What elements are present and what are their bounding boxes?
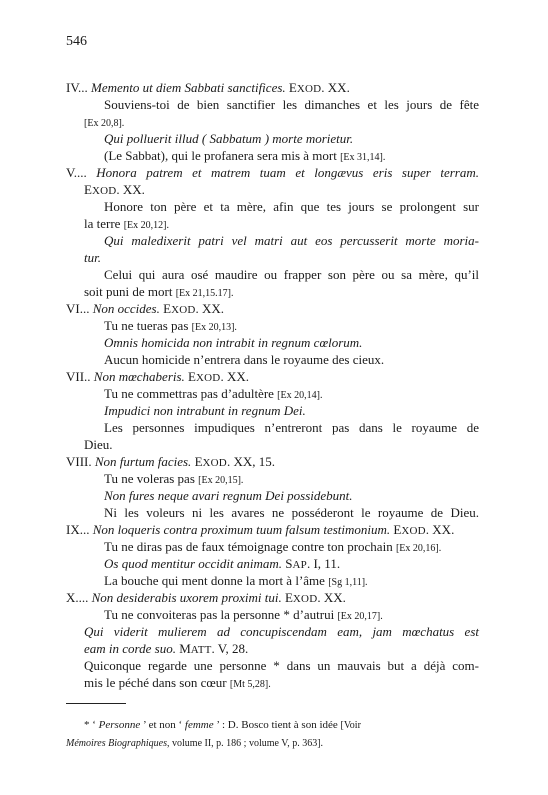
text-segment: mis le péché dans son cœur: [84, 675, 230, 690]
text-segment: eam in corde suo.: [84, 641, 176, 656]
text-line: [104, 488, 353, 504]
text-segment: Honora patrem et matrem tuam et longævus eris super terram.: [96, 165, 479, 180]
footnote-rule: [66, 703, 126, 704]
text-segment: femme: [184, 719, 214, 731]
footnote-line: [66, 735, 323, 752]
text-segment: E: [191, 454, 203, 469]
text-segment: [Voir: [340, 720, 361, 731]
text-segment: IX...: [66, 522, 93, 537]
text-line: [66, 301, 224, 318]
text-line: [66, 165, 479, 181]
text-segment: Tu ne tueras pas: [104, 318, 192, 333]
text-segment: Tu ne voleras pas: [104, 471, 199, 486]
text-segment: Qui viderit mulierem ad concupiscendam eam, jam mœchatus est: [84, 624, 479, 639]
text-segment: Qui polluerit illud ( Sabbatum ) morte morietur.: [104, 131, 354, 146]
footnote-line: [84, 717, 361, 734]
text-segment: [Ex 20,16].: [395, 543, 442, 554]
text-segment: VII..: [66, 369, 94, 384]
text-line: [104, 352, 384, 368]
text-segment: ’ : D. Bosco tient à son idée: [213, 719, 341, 731]
text-line: [104, 471, 243, 489]
text-line: [66, 590, 346, 607]
text-segment: [Sg 1,11].: [328, 577, 368, 588]
text-segment: Dieu.: [84, 437, 113, 452]
text-segment: S: [282, 556, 293, 571]
text-segment: . XX.: [425, 522, 455, 537]
text-segment: Omnis homicida non intrabit in regnum cœlorum.: [104, 335, 363, 350]
text-segment: XOD: [202, 457, 227, 469]
text-segment: XOD: [171, 304, 196, 316]
text-segment: tur.: [84, 250, 101, 265]
text-segment: Celui qui aura osé maudire ou frapper son père ou sa mère, qu’il: [104, 267, 479, 282]
text-segment: [Mt 5,28].: [229, 679, 271, 690]
text-segment: E: [288, 80, 297, 95]
text-segment: . V, 28.: [211, 641, 249, 656]
text-segment: Non fures neque avari regnum Dei possidebunt.: [104, 488, 353, 503]
text-segment: ’ et non ‘: [140, 719, 185, 731]
text-line: [104, 505, 479, 521]
text-segment: Honore ton père et ta mère, afin que tes jours se prolongent sur: [104, 199, 479, 214]
text-segment: Les personnes impudiques n’entreront pas dans le royaume de: [104, 420, 479, 435]
text-segment: [Ex 31,14].: [340, 152, 386, 163]
text-segment: [Ex 20,14].: [277, 390, 323, 401]
text-segment: Quiconque regarde une personne * dans un mauvais but a déjà com-: [84, 658, 479, 673]
text-segment: soit puni de mort: [84, 284, 176, 299]
text-line: [104, 233, 479, 249]
text-segment: . XX.: [116, 182, 145, 197]
text-segment: [Ex 20,13].: [191, 322, 237, 333]
text-segment: E: [184, 369, 196, 384]
text-segment: Non desiderabis uxorem proximi tui.: [91, 590, 282, 605]
text-segment: XOD: [292, 593, 318, 605]
text-line: [104, 335, 362, 351]
text-segment: Aucun homicide n’entrera dans le royaume des cieux.: [104, 352, 385, 367]
text-segment: ATT: [190, 644, 212, 656]
text-segment: [Ex 21,15.17].: [175, 288, 234, 299]
text-line: [84, 658, 479, 674]
text-line: [84, 182, 145, 199]
text-segment: [Ex 20,15].: [198, 475, 244, 486]
text-segment: XOD: [91, 185, 117, 197]
text-segment: E: [281, 590, 293, 605]
text-segment: V....: [66, 165, 97, 180]
text-line: [104, 97, 479, 113]
text-segment: Qui maledixerit patri vel matri aut eos percusserit morte moria-: [104, 233, 479, 248]
text-segment: [Ex 20,17].: [337, 611, 383, 622]
text-line: [104, 386, 322, 404]
text-segment: . I, 11.: [306, 556, 341, 571]
text-line: [104, 131, 353, 147]
text-line: [66, 369, 249, 386]
text-segment: . XX.: [220, 369, 249, 384]
text-segment: Non loqueris contra proximum tuum falsum testimonium.: [92, 522, 391, 537]
text-segment: Ni les voleurs ni les avares ne posséderont le royaume de Dieu.: [104, 505, 479, 520]
text-line: [104, 556, 340, 573]
text-segment: Mémoires Biographiques: [66, 738, 168, 749]
text-segment: Personne: [98, 719, 141, 731]
text-segment: la terre: [84, 216, 124, 231]
text-segment: XOD: [196, 372, 221, 384]
text-line: [104, 573, 368, 591]
text-segment: Tu ne diras pas de faux témoignage contre ton prochain: [104, 539, 396, 554]
text-segment: XOD: [401, 525, 426, 537]
text-segment: AP: [292, 559, 307, 571]
text-line: [84, 216, 169, 234]
text-line: [84, 114, 124, 132]
text-line: [104, 539, 441, 557]
text-segment: Tu ne convoiteras pas la personne * d’autrui: [104, 607, 338, 622]
text-segment: M: [175, 641, 191, 656]
text-line: [104, 607, 383, 625]
text-segment: La bouche qui ment donne la mort à l’âme: [104, 573, 329, 588]
text-segment: , volume II, p. 186 ; volume V, p. 363].: [167, 738, 324, 749]
text-line: [104, 199, 479, 215]
page-number: 546: [66, 34, 87, 49]
text-line: [84, 250, 101, 266]
text-line: [104, 148, 385, 166]
text-line: [84, 437, 113, 453]
text-segment: Souviens-toi de bien sanctifier les dimanches et les jours de fête: [104, 97, 479, 112]
text-segment: Non furtum facies.: [94, 454, 192, 469]
text-segment: VIII.: [66, 454, 95, 469]
text-segment: . XX.: [321, 80, 350, 95]
text-segment: E: [159, 301, 172, 316]
text-segment: . XX.: [195, 301, 225, 316]
text-segment: XOD: [296, 83, 322, 95]
text-line: [104, 267, 479, 283]
text-line: [84, 641, 248, 658]
text-segment: IV...: [66, 80, 92, 95]
text-segment: (Le Sabbat), qui le profanera sera mis à mort: [104, 148, 341, 163]
text-segment: X....: [66, 590, 92, 605]
text-line: [66, 522, 454, 539]
text-segment: E: [390, 522, 402, 537]
text-line: [84, 284, 234, 302]
text-segment: Tu ne commettras pas d’adultère: [104, 386, 278, 401]
text-line: [66, 80, 350, 97]
text-segment: Non mœchaberis.: [93, 369, 185, 384]
text-line: [104, 403, 306, 419]
text-line: [104, 318, 237, 336]
text-segment: VI...: [66, 301, 93, 316]
text-segment: E: [84, 182, 92, 197]
text-line: [104, 420, 479, 436]
text-line: [66, 454, 275, 471]
text-segment: . XX.: [317, 590, 346, 605]
text-segment: Memento ut diem Sabbati sanctifices.: [91, 80, 286, 95]
text-segment: Os quod mentitur occidit animam.: [104, 556, 283, 571]
text-segment: [Ex 20,8].: [84, 118, 125, 129]
text-line: [84, 624, 479, 640]
text-segment: Non occides.: [92, 301, 160, 316]
text-segment: Impudici non intrabunt in regnum Dei.: [104, 403, 306, 418]
text-segment: [Ex 20,12].: [123, 220, 169, 231]
text-line: [84, 675, 271, 693]
text-segment: * ‘: [84, 719, 99, 731]
text-segment: . XX, 15.: [226, 454, 275, 469]
